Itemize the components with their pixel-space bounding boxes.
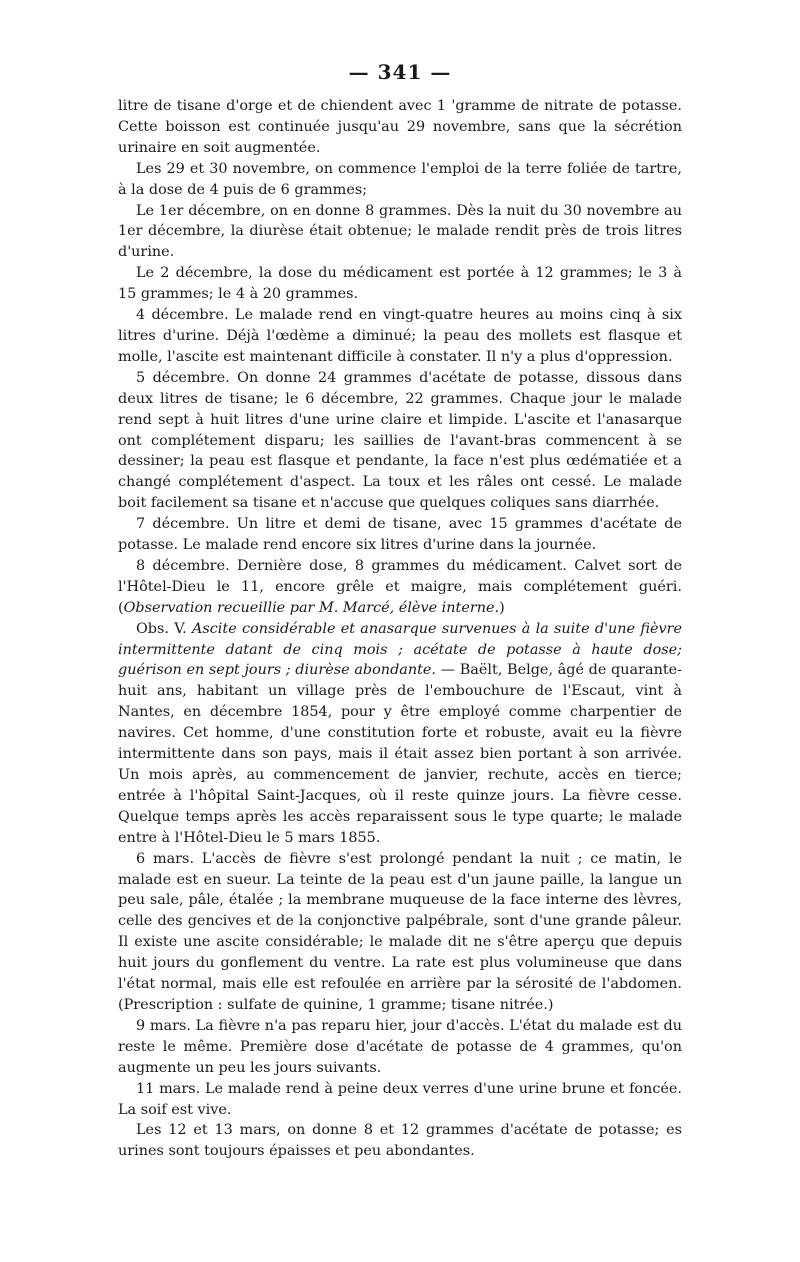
paragraph: 6 mars. L'accès de fièvre s'est prolongé pendant la nuit ; ce matin, le malade est en sueur. La teinte de la peau est d'un jaune paille, la langue un peu sale, pâle, étalée ; la membrane muqueuse de la face interne des lèvres, celle des gencives et de la conjonctive palpébrale, sont d'une grande pâleur. Il existe une ascite considérable; le malade dit ne s'être aperçu que depuis huit jours du gonflement du ventre. La rate est plus volumineuse que dans l'état normal, mais elle est refoulée en arrière par la sérosité de l'abdomen. (Prescription : sulfate de quinine, 1 gramme; tisane nitrée.) [118, 850, 682, 1013]
observation-paragraph [118, 619, 682, 849]
observation-credit: Observation recueillie par M. Marcé, élève interne. [123, 599, 500, 616]
paragraph: litre de tisane d'orge et de chiendent avec 1 'gramme de nitrate de potasse. Cette boisson est continuée jusqu'au 29 novembre, sans que la sécrétion urinaire en soit augmentée. [118, 98, 682, 156]
paragraph-text: ) [499, 599, 505, 616]
paragraph-text: — Baëlt, Belge, âgé de quarante-huit ans, habitant un village près de l'embouchure de l'Escaut, vint à Nantes, en décembre 1854, pour y être employé comme charpentier de navires. Cet homme, d'une constitution forte et robuste, avait eu la fièvre intermittente dans son pays, mais il était assez bien portant à son arrivée. Un mois après, au commencement de janvier, rechute, accès en tierce; entrée à l'hôpital Saint-Jacques, où il reste quinze jours. La fièvre cesse. Quelque temps après les accès reparaissent sous le type quarte; le malade entre à l'Hôtel-Dieu le 5 mars 1855. [118, 662, 683, 846]
paragraph: Le 2 décembre, la dose du médicament est portée à 12 grammes; le 3 à 15 grammes; le 4 à 20 grammes. [118, 265, 682, 303]
observation-title: Ascite considérable et anasarque survenues à la suite d'une fièvre intermittente datant de cinq mois ; acétate de potasse à haute dose; guérison en sept jours ; diurèse abondante. [118, 620, 682, 679]
paragraph [118, 556, 682, 619]
paragraph: Les 29 et 30 novembre, on commence l'emploi de la terre foliée de tartre, à la dose de 4 puis de 6 grammes; [118, 160, 682, 198]
paragraph: 4 décembre. Le malade rend en vingt-quatre heures au moins cinq à six litres d'urine. Déjà l'œdème a diminué; la peau des mollets est flasque et molle, l'ascite est maintenant difficile à constater. Il n'y a plus d'oppression. [118, 307, 682, 365]
page-number: — 341 — [348, 60, 452, 84]
paragraph: Le 1er décembre, on en donne 8 grammes. Dès la nuit du 30 novembre au 1er décembre, la diurèse était obtenue; le malade rendit près de trois litres d'urine. [118, 202, 682, 261]
paragraph: Les 12 et 13 mars, on donne 8 et 12 grammes d'acétate de potasse; es urines sont toujours épaisses et peu abondantes. [118, 1122, 682, 1160]
paragraph: 7 décembre. Un litre et demi de tisane, avec 15 grammes d'acétate de potasse. Le malade rend encore six litres d'urine dans la journée. [118, 516, 682, 554]
paragraph: 9 mars. La fièvre n'a pas reparu hier, jour d'accès. L'état du malade est du reste le même. Première dose d'acétate de potasse de 4 grammes, qu'on augmente un peu les jours suivants. [118, 1017, 682, 1076]
book-page [118, 58, 682, 1248]
observation-label: Obs. V. [136, 620, 192, 637]
paragraph: 11 mars. Le malade rend à peine deux verres d'une urine brune et foncée. La soif est vive. [118, 1080, 682, 1118]
page-body [118, 96, 682, 1162]
paragraph: 5 décembre. On donne 24 grammes d'acétate de potasse, dissous dans deux litres de tisane; le 6 décembre, 22 grammes. Chaque jour le malade rend sept à huit litres d'une urine claire et limpide. L'ascite et l'anasarque ont complétement disparu; les saillies de l'avant-bras commencent à se dessiner; la peau est flasque et pendante, la face n'est plus œdématiée et a changé complétement d'aspect. La toux et les râles ont cessé. Le malade boit facilement sa tisane et n'accuse que quelques coliques sans diarrhée. [118, 369, 682, 512]
paragraph-text: 8 décembre. Dernière dose, 8 grammes du médicament. Calvet sort de l'Hôtel-Dieu le 11, encore grêle et maigre, mais complétement guéri. ( [118, 557, 682, 616]
